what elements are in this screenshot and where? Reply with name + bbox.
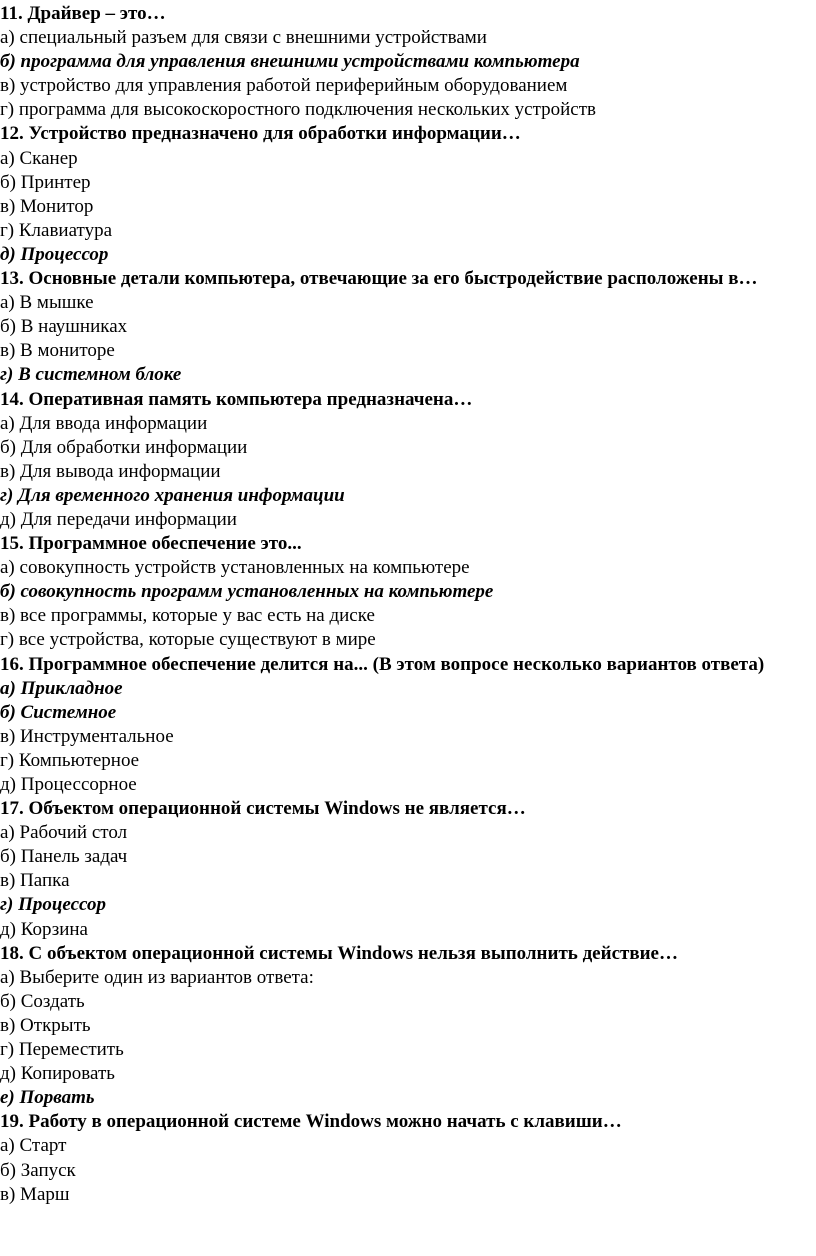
question-text: 16. Программное обеспечение делится на... (В этом вопросе несколько вариантов ответа) — [0, 653, 765, 675]
question-block — [0, 267, 816, 387]
question-block — [0, 797, 816, 942]
question-text: 17. Объектом операционной системы Windows не является… — [0, 798, 526, 820]
question-text: 13. Основные детали компьютера, отвечающие за его быстродействие расположены в… — [0, 268, 758, 290]
answer-option: б) Создать — [0, 990, 85, 1012]
answer-option: в) все программы, которые у вас есть на диске — [0, 605, 375, 627]
answer-option: а) совокупность устройств установленных на компьютере — [0, 557, 470, 579]
answer-option: б) Запуск — [0, 1159, 76, 1181]
answer-option: в) В мониторе — [0, 340, 115, 362]
answer-option: б) Для обработки информации — [0, 436, 248, 458]
answer-option: г) все устройства, которые существуют в мире — [0, 629, 376, 651]
question-text: 12. Устройство предназначено для обработки информации… — [0, 123, 521, 145]
question-block — [0, 653, 816, 798]
question-block — [0, 2, 816, 122]
answer-option: а) Выберите один из вариантов ответа: — [0, 966, 314, 988]
answer-option: г) Переместить — [0, 1039, 124, 1061]
answer-option: а) Для ввода информации — [0, 412, 208, 434]
answer-option: а) специальный разъем для связи с внешними устройствами — [0, 27, 487, 49]
answer-option: д) Копировать — [0, 1063, 115, 1085]
question-text: 18. С объектом операционной системы Windows нельзя выполнить действие… — [0, 942, 678, 964]
answer-option: г) программа для высокоскоростного подключения нескольких устройств — [0, 99, 597, 121]
correct-answer-option: б) совокупность программ установленных на компьютере — [0, 581, 494, 603]
correct-answer-option: б) Системное — [0, 701, 117, 723]
answer-option: в) Папка — [0, 870, 70, 892]
correct-answer-option: д) Процессор — [0, 243, 109, 265]
answer-option: а) Старт — [0, 1135, 67, 1157]
answer-option: в) Для вывода информации — [0, 460, 221, 482]
question-block — [0, 1110, 816, 1206]
correct-answer-option: б) программа для управления внешними устройствами компьютера — [0, 51, 580, 73]
correct-answer-option: г) Для временного хранения информации — [0, 484, 345, 506]
answer-option: б) В наушниках — [0, 316, 128, 338]
answer-option: в) устройство для управления работой периферийным оборудованием — [0, 75, 568, 97]
answer-option: г) Клавиатура — [0, 219, 113, 241]
question-text: 15. Программное обеспечение это... — [0, 533, 302, 555]
question-text: 19. Работу в операционной системе Windows можно начать с клавиши… — [0, 1111, 622, 1133]
correct-answer-option: г) В системном блоке — [0, 364, 182, 386]
answer-option: а) В мышке — [0, 292, 94, 314]
question-block — [0, 532, 816, 652]
answer-option: в) Открыть — [0, 1014, 91, 1036]
question-text: 11. Драйвер – это… — [0, 3, 166, 24]
correct-answer-option: е) Порвать — [0, 1087, 95, 1109]
question-block — [0, 388, 816, 533]
answer-option: б) Принтер — [0, 171, 91, 193]
answer-option: д) Для передачи информации — [0, 508, 237, 530]
question-text: 14. Оперативная память компьютера предназначена… — [0, 388, 473, 410]
answer-option: д) Корзина — [0, 918, 88, 940]
correct-answer-option: а) Прикладное — [0, 677, 123, 699]
answer-option: а) Сканер — [0, 147, 78, 169]
answer-option: а) Рабочий стол — [0, 822, 128, 844]
answer-option: д) Процессорное — [0, 774, 137, 795]
answer-option: в) Марш — [0, 1183, 70, 1205]
answer-option: б) Панель задач — [0, 846, 128, 868]
answer-option: в) Инструментальное — [0, 725, 174, 747]
question-block — [0, 122, 816, 267]
answer-option: в) Монитор — [0, 195, 94, 217]
correct-answer-option: г) Процессор — [0, 894, 107, 916]
answer-option: г) Компьютерное — [0, 749, 140, 771]
question-block — [0, 942, 816, 1111]
